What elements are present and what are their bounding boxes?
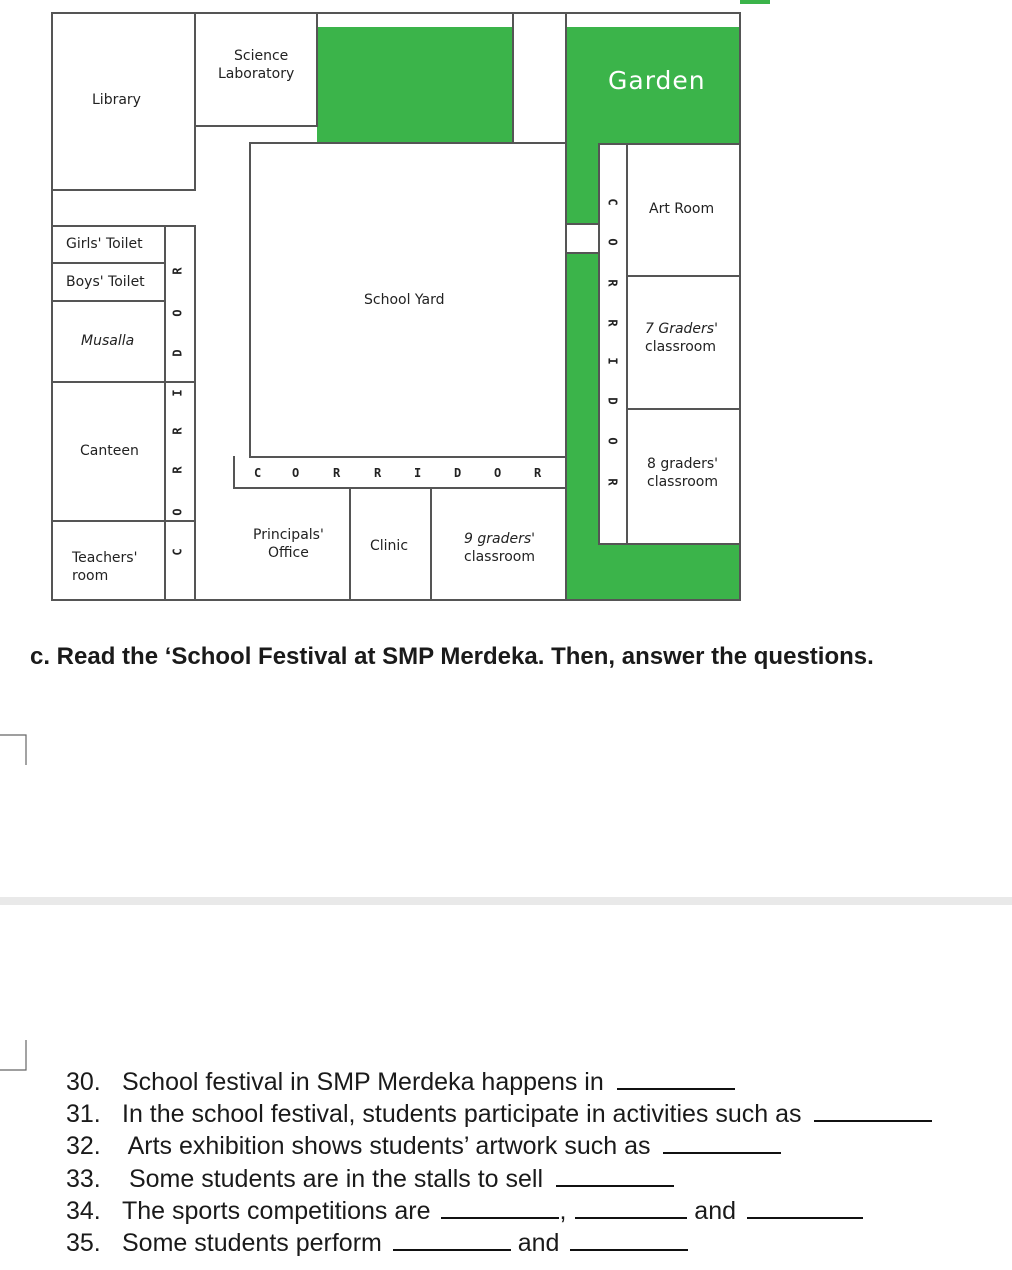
grade8-classroom-label: [647, 456, 718, 491]
musalla-label: Musalla: [81, 333, 135, 349]
corridor-right-letter: D: [605, 397, 620, 405]
corridor-left-letter: I: [170, 389, 185, 397]
question-number: 32.: [66, 1132, 101, 1160]
corridor-bottom-letter: R: [333, 466, 341, 480]
section-divider: [0, 897, 1012, 905]
corridor-left-letter: O: [170, 508, 185, 516]
answer-blank[interactable]: [747, 1197, 863, 1219]
grade9-label-line1: 9 graders': [464, 531, 535, 547]
corridor-right-letter: R: [605, 319, 620, 327]
green-strip-side-lower: [565, 253, 598, 600]
canteen-label: Canteen: [80, 443, 139, 459]
answer-separator: and: [517, 1229, 560, 1257]
question-number: 31.: [66, 1100, 101, 1128]
corridor-left-letter: R: [170, 466, 185, 474]
corridor-left-letter: O: [170, 309, 185, 317]
teachers-room-label: [72, 550, 137, 585]
school-map: [0, 0, 1012, 620]
question-number: 30.: [66, 1068, 101, 1096]
corridor-right-letter: O: [605, 238, 620, 246]
margin-corner-mark-top: [0, 734, 30, 766]
corridor-left-letter: D: [170, 349, 185, 357]
corridor-left-letter: R: [170, 267, 185, 275]
question-31: [66, 1100, 932, 1129]
science-lab-label: [218, 48, 294, 83]
corridor-bottom-letter: D: [454, 466, 462, 480]
answer-blank[interactable]: [814, 1100, 932, 1122]
grade7-classroom-label: [645, 321, 718, 356]
corridor-right-letter: C: [605, 198, 620, 206]
grade8-label-line1: 8 graders': [647, 456, 718, 472]
corridor-bottom-letter: R: [374, 466, 382, 480]
answer-separator: ,: [559, 1197, 567, 1225]
instruction-text: c. Read the ‘School Festival at SMP Merdeka. Then, answer the questions.: [30, 643, 874, 670]
question-34: [66, 1197, 863, 1226]
grade9-classroom-label: [464, 531, 535, 566]
corridor-bottom-letter: O: [292, 466, 300, 480]
school-yard-label: School Yard: [364, 292, 445, 308]
question-number: 35.: [66, 1229, 101, 1257]
corridor-left-letter: C: [170, 548, 185, 556]
answer-blank[interactable]: [663, 1132, 781, 1154]
teachers-label-line2: room: [72, 567, 109, 584]
question-text: In the school festival, students participate in activities such as: [122, 1100, 802, 1128]
answer-blank[interactable]: [617, 1068, 735, 1090]
art-room-label: Art Room: [649, 201, 715, 217]
question-text: Some students are in the stalls to sell: [122, 1165, 544, 1193]
principals-label-line1: Principals': [253, 527, 324, 543]
corridor-right-letter: R: [605, 478, 620, 486]
question-text: The sports competitions are: [122, 1197, 431, 1225]
corridor-left-letter: R: [170, 427, 185, 435]
answer-blank[interactable]: [441, 1197, 559, 1219]
grade7-label-line2: classroom: [645, 338, 716, 355]
answer-blank[interactable]: [393, 1229, 511, 1251]
question-number: 34.: [66, 1197, 101, 1225]
question-text: School festival in SMP Merdeka happens in: [122, 1068, 604, 1096]
boys-toilet-label: Boys' Toilet: [66, 274, 145, 290]
question-text: Arts exhibition shows students’ artwork such as: [122, 1132, 651, 1160]
question-30: [66, 1068, 735, 1097]
answer-blank[interactable]: [575, 1197, 687, 1219]
answer-separator: and: [694, 1197, 737, 1225]
answer-blank[interactable]: [570, 1229, 688, 1251]
principals-office-label: [253, 527, 324, 562]
question-35: [66, 1229, 688, 1258]
corridor-bottom-letter: I: [414, 466, 422, 480]
girls-toilet-label: Girls' Toilet: [66, 236, 143, 252]
corridor-bottom-letter: C: [254, 466, 262, 480]
corridor-right-letter: I: [605, 357, 620, 365]
question-text: Some students perform: [122, 1229, 382, 1257]
garden-label: Garden: [608, 66, 706, 95]
green-corner-top: [740, 0, 770, 4]
green-strip-side: [565, 143, 598, 223]
corridor-right-letter: R: [605, 279, 620, 287]
answer-blank[interactable]: [556, 1165, 674, 1187]
question-32: [66, 1132, 781, 1161]
teachers-label-line1: Teachers': [72, 550, 138, 566]
margin-corner-mark-bottom: [0, 1040, 30, 1072]
grade7-label-line1: 7 Graders': [645, 321, 718, 337]
library-label: Library: [92, 92, 141, 108]
science-lab-label-line2: Laboratory: [218, 65, 295, 82]
question-number: 33.: [66, 1165, 101, 1193]
principals-label-line2: Office: [267, 544, 309, 561]
clinic-label: Clinic: [370, 538, 409, 554]
corridor-bottom-letter: R: [534, 466, 542, 480]
grade8-label-line2: classroom: [647, 473, 718, 490]
corridor-right-letter: O: [605, 437, 620, 445]
science-lab-label-line1: Science: [233, 48, 289, 64]
question-33: [66, 1165, 674, 1194]
grade9-label-line2: classroom: [464, 548, 535, 565]
corridor-bottom-letter: O: [494, 466, 502, 480]
green-strip-top: [317, 27, 512, 143]
green-corner: [598, 543, 740, 600]
